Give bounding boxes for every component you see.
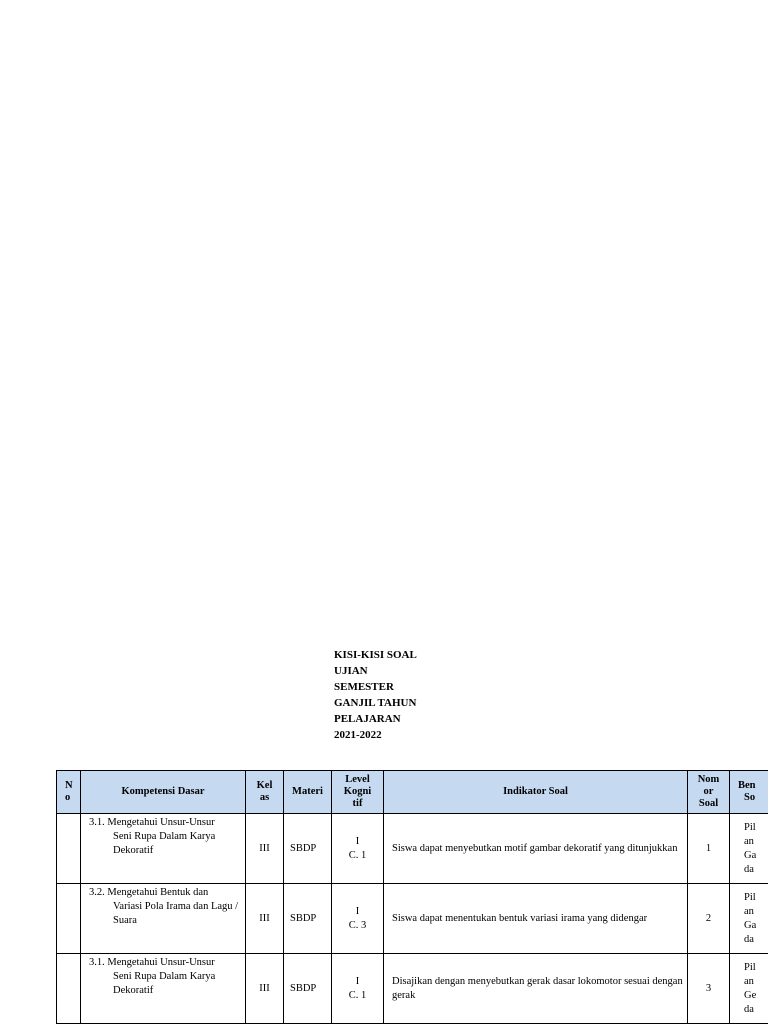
title-line: KISI-KISI SOAL: [334, 649, 417, 661]
kd-text-rest: Variasi Pola Irama dan Lagu / Suara: [113, 901, 239, 926]
cell-kelas: III: [246, 884, 284, 954]
cell-kelas: III: [246, 814, 284, 884]
header-kelas: Kel as: [246, 771, 284, 814]
cell-level-kognitif: I C. 1: [332, 954, 384, 1024]
cell-nomor-soal: 3: [688, 954, 730, 1024]
table-header-row: [57, 771, 768, 814]
cell-indikator: Disajikan dengan menyebutkan gerak dasar lokomotor sesuai dengan gerak: [384, 954, 688, 1024]
table-row: [57, 814, 768, 884]
document-title: [334, 647, 434, 743]
kd-number: 3.1.: [89, 817, 105, 828]
header-no: N o: [57, 771, 81, 814]
cell-materi: SBDP: [284, 884, 332, 954]
cell-nomor-soal: 2: [688, 884, 730, 954]
cell-materi: SBDP: [284, 954, 332, 1024]
kd-text-rest: Seni Rupa Dalam Karya Dekoratif: [113, 831, 216, 856]
cell-kelas: III: [246, 954, 284, 1024]
cell-no: [57, 884, 81, 954]
title-line: GANJIL TAHUN: [334, 697, 417, 709]
header-bentuk-soal: Ben So: [730, 771, 768, 814]
cell-bentuk-soal: Pil an Ga da: [730, 814, 768, 884]
kd-number: 3.2.: [89, 887, 105, 898]
cell-bentuk-soal: Pil an Ge da: [730, 954, 768, 1024]
cell-indikator: Siswa dapat menyebutkan motif gambar dekoratif yang ditunjukkan: [384, 814, 688, 884]
table-row: [57, 884, 768, 954]
header-indikator-soal: Indikator Soal: [384, 771, 688, 814]
kd-text: Mengetahui Unsur-Unsur: [107, 817, 215, 828]
cell-kompetensi-dasar: [81, 954, 246, 1024]
cell-nomor-soal: 1: [688, 814, 730, 884]
kd-text: Mengetahui Bentuk dan: [107, 887, 209, 898]
cell-materi: SBDP: [284, 814, 332, 884]
header-materi: Materi: [284, 771, 332, 814]
cell-level-kognitif: I C. 3: [332, 884, 384, 954]
cell-no: [57, 814, 81, 884]
title-line: 2021-2022: [334, 729, 382, 741]
cell-kompetensi-dasar: [81, 884, 246, 954]
cell-kompetensi-dasar: [81, 814, 246, 884]
title-line: PELAJARAN: [334, 713, 401, 725]
cell-bentuk-soal: Pil an Ga da: [730, 884, 768, 954]
table-row: [57, 954, 768, 1024]
title-line: SEMESTER: [334, 681, 394, 693]
cell-level-kognitif: I C. 1: [332, 814, 384, 884]
header-kompetensi-dasar: Kompetensi Dasar: [81, 771, 246, 814]
header-level-kognitif: Level Kogni tif: [332, 771, 384, 814]
header-nomor-soal: Nom or Soal: [688, 771, 730, 814]
kd-number: 3.1.: [89, 957, 105, 968]
cell-no: [57, 954, 81, 1024]
kd-text: Mengetahui Unsur-Unsur: [107, 957, 215, 968]
cell-indikator: Siswa dapat menentukan bentuk variasi irama yang didengar: [384, 884, 688, 954]
title-line: UJIAN: [334, 665, 368, 677]
kd-text-rest: Seni Rupa Dalam Karya Dekoratif: [113, 971, 216, 996]
kisi-kisi-table: [56, 770, 768, 1024]
